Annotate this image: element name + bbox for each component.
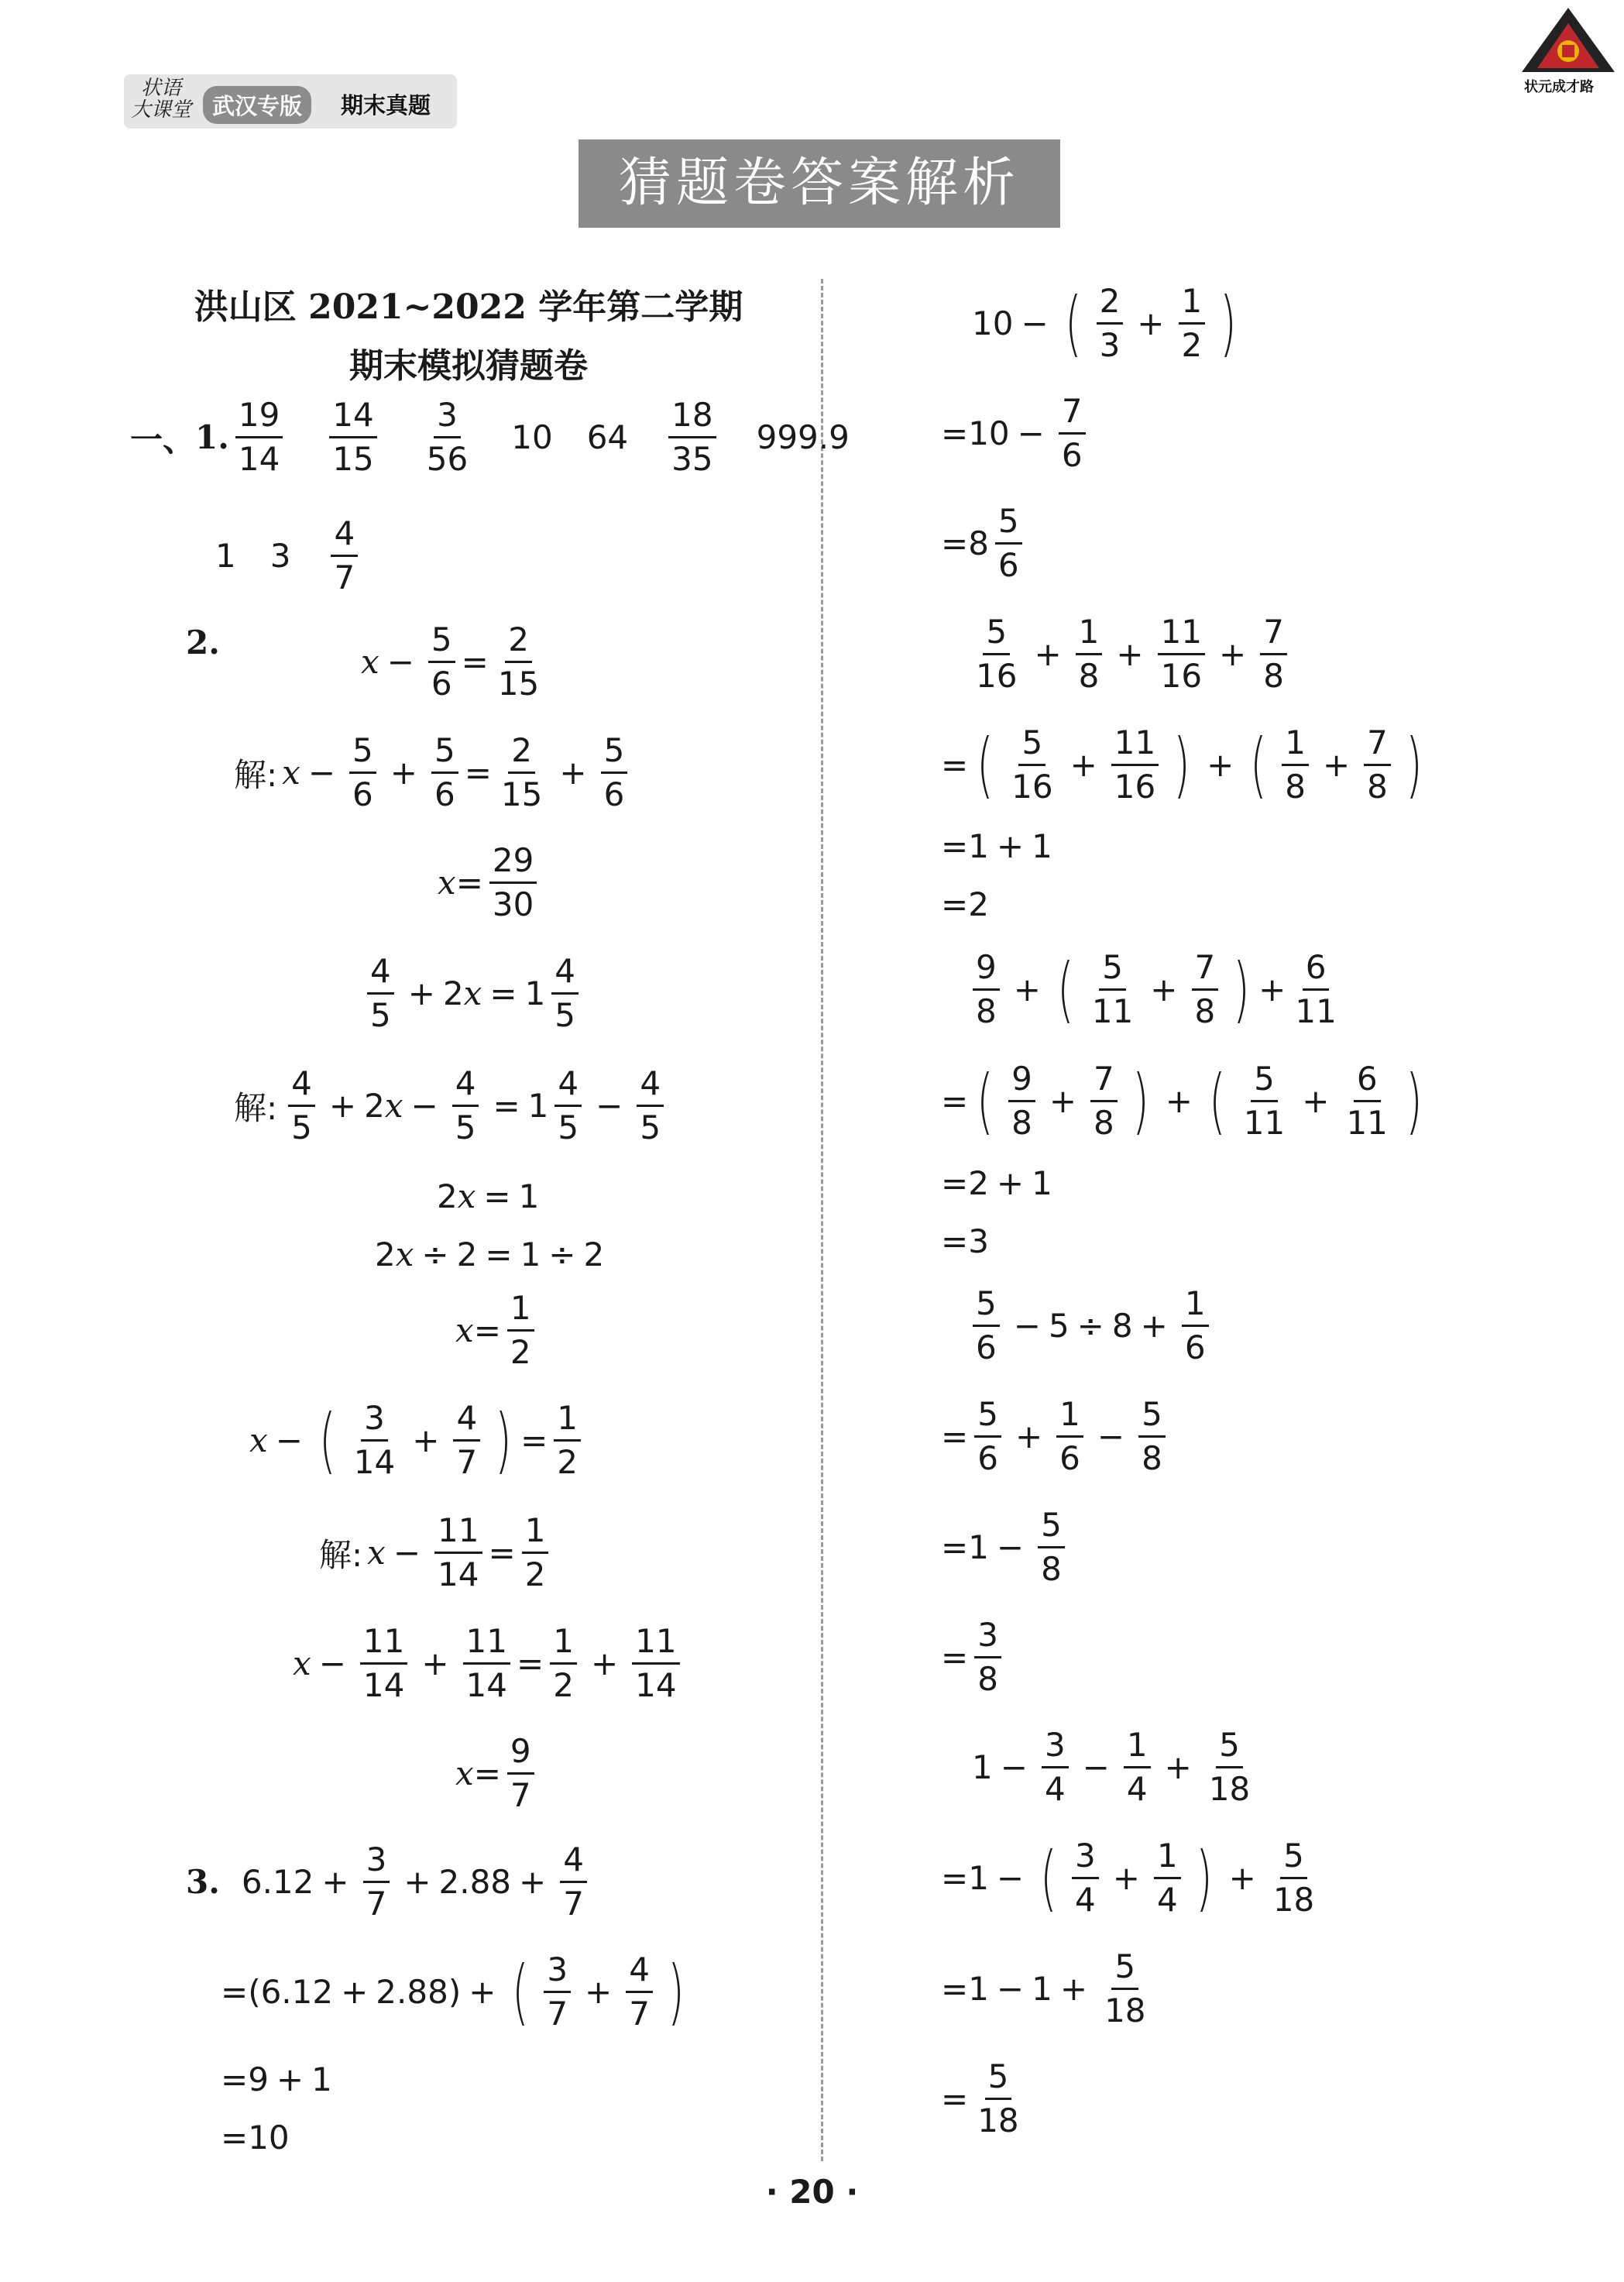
solution-label: 解:	[319, 1535, 363, 1574]
equation-line: =9 + 1	[221, 2060, 332, 2098]
equation-line: =10 − $\frac{7}{6}$	[941, 395, 1092, 472]
equation-line: =1 − ( $\frac{3}{4}$ + $\frac{1}{4}$ ) + $\frac{5}{18}$	[941, 1836, 1315, 1919]
equation-line: =1 − $\frac{5}{8}$	[941, 1509, 1071, 1586]
equation-line: =8 $\frac{5}{6}$	[941, 505, 1028, 582]
equation-line: 解: x − $\frac{5}{6}$ + $\frac{5}{6}$ = $\frac{2}{15}$ + $\frac{5}{6}$	[234, 734, 633, 811]
equation-line: x − $\frac{5}{6}$ = $\frac{2}{15}$	[361, 620, 540, 703]
equation-line: =2	[941, 885, 989, 923]
section-title: 猜题卷答案解析	[579, 139, 1060, 228]
equation-line: x = $\frac{1}{2}$	[455, 1292, 541, 1369]
equation-line: =10	[221, 2119, 290, 2157]
equation-line: =(6.12 + 2.88) + ( $\frac{3}{7}$ + $\frac{4}{7}$ )	[221, 1950, 685, 2033]
column-divider	[821, 279, 823, 2161]
equation-line: 2x = 1	[437, 1177, 540, 1215]
q1-answers-row2: 1 3 $\frac{4}{7}$	[215, 517, 364, 594]
equation-line: = ( $\frac{9}{8}$ + $\frac{7}{8}$ ) + ( $\frac{5}{11}$ + $\frac{6}{11}$ )	[941, 1059, 1423, 1143]
equation-line: $\frac{9}{8}$ + ( $\frac{5}{11}$ + $\frac{7}{8}$ ) + $\frac{6}{11}$	[967, 951, 1346, 1028]
equation-line: x = $\frac{29}{30}$	[438, 844, 543, 921]
equation-line: $\frac{4}{5}$ + 2x = 1 $\frac{4}{5}$	[361, 955, 585, 1032]
q2-label: 2.	[186, 624, 220, 662]
equation-line: = $\frac{3}{8}$	[941, 1619, 1008, 1696]
equation-line: =1 + 1	[941, 827, 1052, 865]
equation-line: 解: x − $\frac{11}{14}$ = $\frac{1}{2}$	[319, 1514, 554, 1591]
equation-line: = ( $\frac{5}{16}$ + $\frac{11}{16}$ ) + ( $\frac{1}{8}$ + $\frac{7}{8}$ )	[941, 723, 1423, 806]
equation-line: $\frac{5}{16}$ + $\frac{1}{8}$ + $\frac{11}{16}$ + $\frac{7}{8}$	[967, 616, 1293, 693]
solution-label: 解:	[234, 755, 278, 794]
page-number: · 20 ·	[765, 2173, 859, 2211]
equation-line: =2 + 1	[941, 1164, 1052, 1202]
equation-line: x = $\frac{9}{7}$	[455, 1735, 541, 1812]
equation-line: =1 − 1 + $\frac{5}{18}$	[941, 1947, 1146, 2029]
equation-line: x − $\frac{11}{14}$ + $\frac{11}{14}$ = $\frac{1}{2}$ + $\frac{11}{14}$	[293, 1625, 686, 1702]
equation-line: 2x ÷ 2 = 1 ÷ 2	[375, 1236, 605, 1273]
equation-line: $\frac{5}{6}$ − 5 ÷ 8 + $\frac{1}{6}$	[967, 1287, 1215, 1364]
exam-subtitle: 期末模拟猜题卷	[349, 346, 588, 386]
part-one-label: 一、	[130, 420, 196, 459]
equation-line: =3	[941, 1222, 989, 1260]
equation-line: 1 − $\frac{3}{4}$ − $\frac{1}{4}$ + $\frac{5}{18}$	[972, 1726, 1251, 1808]
equation-line: = $\frac{5}{18}$	[941, 2057, 1019, 2139]
equation-line: 解: $\frac{4}{5}$ + 2x − $\frac{4}{5}$ = 1 $\frac{4}{5}$ − $\frac{4}{5}$	[234, 1067, 670, 1144]
exam-title: 洪山区 2021~2022 学年第二学期	[194, 287, 743, 327]
q1-label: 1.	[195, 418, 229, 456]
q2-label-row	[186, 624, 220, 662]
series-tag: 期末真题	[341, 92, 431, 119]
edition-tag: 武汉专版	[203, 86, 311, 124]
publisher-logo: 状语 大课堂	[130, 77, 191, 122]
equation-line: 3. 6.12 + $\frac{3}{7}$ + 2.88 + $\frac{4}{7}$	[186, 1844, 593, 1920]
solution-label: 解:	[234, 1088, 278, 1127]
brand-caption: 状元成才路	[1524, 79, 1594, 95]
equation-line: = $\frac{5}{6}$ + $\frac{1}{6}$ − $\frac{5}{8}$	[941, 1398, 1172, 1475]
equation-line: x − ( $\frac{3}{14}$ + $\frac{4}{7}$ ) = $\frac{1}{2}$	[249, 1402, 587, 1479]
equation-line: 10 − ( $\frac{2}{3}$ + $\frac{1}{2}$ )	[972, 281, 1237, 365]
q3-label: 3.	[186, 1863, 220, 1901]
q1-answers-row1: 一、 1. $\frac{19}{14}$ $\frac{14}{15}$ $\frac{3}{56}$ 10 64 $\frac{18}{35}$ 999.9	[130, 396, 850, 478]
